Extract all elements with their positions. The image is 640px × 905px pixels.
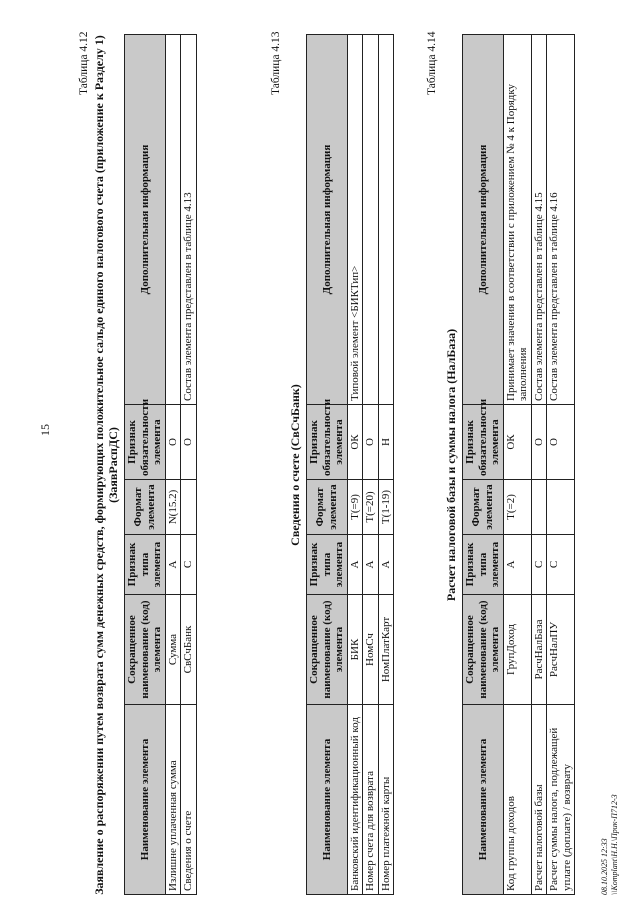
cell-format: T(=2) — [503, 480, 531, 535]
stamp-date: 08.10.2025 12:33 — [600, 838, 609, 895]
page-number: 15 — [38, 424, 52, 436]
col-type: Признак типа элемента — [307, 535, 348, 595]
cell-info: Состав элемента представлен в таблице 4.16 — [547, 35, 575, 405]
table-header-row — [463, 35, 504, 895]
col-format: Формат элемента — [125, 480, 166, 535]
table-row — [347, 35, 363, 895]
col-code: Сокращенное наименование (код) элемента — [125, 595, 166, 705]
col-type: Признак типа элемента — [463, 535, 504, 595]
table-4-12-heading: Заявление о распоряжении путем возврата сумм денежных средств, формирующих положительное сальдо единого налогового счета (приложение к Разделу 1) (ЗаявРаспДС) — [92, 35, 120, 895]
print-stamp — [600, 794, 620, 895]
col-info: Дополнительная информация — [125, 35, 166, 405]
table-row — [378, 35, 394, 895]
cell-type: А — [503, 535, 531, 595]
cell-format: T(1-19) — [378, 480, 394, 535]
table-row — [503, 35, 531, 895]
col-format: Формат элемента — [463, 480, 504, 535]
col-name: Наименование элемента — [125, 705, 166, 895]
cell-info: Типовой элемент <БИКТип> — [347, 35, 363, 405]
cell-type: А — [165, 535, 181, 595]
cell-type: С — [547, 535, 575, 595]
col-info: Дополнительная информация — [463, 35, 504, 405]
table-row — [547, 35, 575, 895]
cell-code: БИК — [347, 595, 363, 705]
cell-type: А — [378, 535, 394, 595]
cell-name: Сведения о счете — [181, 705, 197, 895]
cell-name: Банковский идентификационный код — [347, 705, 363, 895]
col-info: Дополнительная информация — [307, 35, 348, 405]
col-name: Наименование элемента — [307, 705, 348, 895]
table-row — [363, 35, 379, 895]
cell-type: С — [531, 535, 547, 595]
cell-required: О — [547, 405, 575, 480]
cell-format — [531, 480, 547, 535]
cell-required: Н — [378, 405, 394, 480]
table-4-13-heading: Сведения о счете (СвСчБанк) — [288, 384, 302, 546]
cell-required: О — [531, 405, 547, 480]
table-4-14-caption: Таблица 4.14 — [426, 31, 438, 95]
cell-code: Сумма — [165, 595, 181, 705]
table-row — [165, 35, 181, 895]
stamp-author: \\Komplant\Н.Н.\Прик-П712-3 — [610, 794, 619, 895]
cell-name: Номер платежной карты — [378, 705, 394, 895]
cell-type: С — [181, 535, 197, 595]
cell-info: Состав элемента представлен в таблице 4.15 — [531, 35, 547, 405]
col-name: Наименование элемента — [463, 705, 504, 895]
cell-name: Расчет налоговой базы — [531, 705, 547, 895]
cell-name: Номер счета для возврата — [363, 705, 379, 895]
cell-info — [378, 35, 394, 405]
cell-format — [547, 480, 575, 535]
rotated-page — [74, 15, 630, 895]
col-required: Признак обязательности элемента — [125, 405, 166, 480]
cell-info: Состав элемента представлен в таблице 4.13 — [181, 35, 197, 405]
col-type: Признак типа элемента — [125, 535, 166, 595]
cell-required: ОК — [503, 405, 531, 480]
cell-info — [363, 35, 379, 405]
cell-code: РасчНалБаза — [531, 595, 547, 705]
cell-code: НомСч — [363, 595, 379, 705]
cell-format: T(=20) — [363, 480, 379, 535]
table-4-12-caption: Таблица 4.12 — [78, 31, 90, 95]
table-4-14-heading: Расчет налоговой базы и суммы налога (НалБаза) — [444, 328, 458, 602]
col-format: Формат элемента — [307, 480, 348, 535]
cell-code: РасчНалПУ — [547, 595, 575, 705]
table-header-row — [307, 35, 348, 895]
table-row — [531, 35, 547, 895]
table-4-12 — [124, 34, 197, 895]
cell-name: Излишне уплаченная сумма — [165, 705, 181, 895]
cell-code: СвСчБанк — [181, 595, 197, 705]
cell-info — [165, 35, 181, 405]
col-required: Признак обязательности элемента — [307, 405, 348, 480]
cell-format: N(15.2) — [165, 480, 181, 535]
table-4-13-caption: Таблица 4.13 — [270, 31, 282, 95]
cell-name: Расчет суммы налога, подлежащей уплате (доплате) / возврату — [547, 705, 575, 895]
table-row — [181, 35, 197, 895]
table-4-14 — [462, 34, 575, 895]
cell-info: Принимает значения в соответствии с приложением № 4 к Порядку заполнения — [503, 35, 531, 405]
cell-code: НомПлатКарт — [378, 595, 394, 705]
table-4-13 — [306, 34, 394, 895]
cell-required: О — [165, 405, 181, 480]
cell-type: А — [363, 535, 379, 595]
table-header-row — [125, 35, 166, 895]
cell-required: ОК — [347, 405, 363, 480]
cell-type: А — [347, 535, 363, 595]
cell-required: О — [181, 405, 197, 480]
col-code: Сокращенное наименование (код) элемента — [463, 595, 504, 705]
cell-name: Код группы доходов — [503, 705, 531, 895]
col-required: Признак обязательности элемента — [463, 405, 504, 480]
cell-code: ГрупДоход — [503, 595, 531, 705]
cell-required: О — [363, 405, 379, 480]
cell-format: T(=9) — [347, 480, 363, 535]
col-code: Сокращенное наименование (код) элемента — [307, 595, 348, 705]
cell-format — [181, 480, 197, 535]
